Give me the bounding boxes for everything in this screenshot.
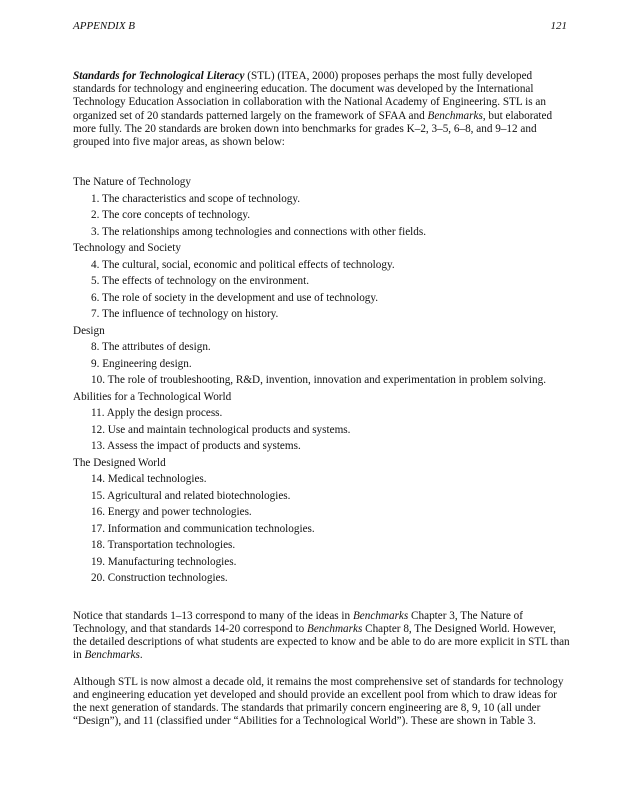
- area-heading-technology-and-society: Technology and Society: [73, 242, 181, 255]
- notice-paragraph: [73, 610, 570, 663]
- standard-item-4: 4. The cultural, social, economic and political effects of technology.: [91, 258, 395, 271]
- stl-title: Standards for Technological Literacy: [73, 70, 245, 82]
- standard-item-6: 6. The role of society in the development and use of technology.: [91, 291, 379, 304]
- area-heading-abilities: Abilities for a Technological World: [73, 390, 232, 403]
- page-number: 121: [550, 20, 567, 32]
- standard-item-9: 9. Engineering design.: [91, 357, 192, 370]
- appendix-label: APPENDIX B: [73, 20, 136, 32]
- standard-item-10: 10. The role of troubleshooting, R&D, invention, innovation and experimentation in problem solving.: [91, 374, 546, 387]
- intro-text-2: , but elaborated more fully. The 20 standards are broken down into benchmarks for grades K–2, 3–5, 6–8, and 9–12 and grouped into five major areas, as shown below:: [73, 109, 553, 149]
- closing-paragraph: Although STL is now almost a decade old, it remains the most comprehensive set of standards for technology and engineering education yet developed and should provide an excellent pool from which to draw ideas for the next generation of standards. The standards that primarily concern engineering are 8, 9, 10 (all under “Design”), and 11 (classified under “Abilities for a Technological World”). These are shown in Table 3.: [73, 675, 564, 728]
- standard-item-18: 18. Transportation technologies.: [91, 539, 236, 552]
- notice-text-3: Chapter 8, The Designed World. However, the detailed descriptions of what students are expected to know and be able to do are more explicit in STL than in: [73, 622, 570, 662]
- benchmarks-reference: Benchmarks: [352, 609, 409, 622]
- benchmarks-reference: Benchmarks: [84, 649, 140, 662]
- standard-item-17: 17. Information and communication technologies.: [91, 522, 315, 535]
- standard-item-8: 8. The attributes of design.: [91, 341, 211, 354]
- notice-text-2: Chapter 3, The Nature of Technology, and that standards 14-20 correspond to: [73, 609, 523, 635]
- notice-text-1: Notice that standards 1–13 correspond to many of the ideas in: [73, 609, 353, 622]
- running-header: [73, 20, 567, 36]
- notice-text-4: .: [139, 649, 143, 662]
- standards-list: [73, 174, 570, 587]
- list-spacer: [73, 587, 570, 597]
- page-body: [73, 70, 570, 728]
- benchmarks-reference: Benchmarks: [427, 109, 483, 122]
- standard-item-3: 3. The relationships among technologies and connections with other fields.: [91, 225, 427, 238]
- standard-item-7: 7. The influence of technology on history.: [91, 308, 279, 321]
- standard-item-14: 14. Medical technologies.: [91, 473, 207, 486]
- standard-item-19: 19. Manufacturing technologies.: [91, 555, 237, 568]
- standard-item-20: 20. Construction technologies.: [91, 572, 228, 585]
- intro-paragraph: [73, 70, 570, 149]
- area-heading-nature-of-technology: The Nature of Technology: [73, 176, 191, 189]
- standard-item-12: 12. Use and maintain technological products and systems.: [91, 423, 351, 436]
- area-heading-design: Design: [73, 324, 105, 337]
- standard-item-1: 1. The characteristics and scope of technology.: [91, 192, 301, 205]
- standard-item-5: 5. The effects of technology on the environment.: [91, 275, 309, 288]
- standard-item-2: 2. The core concepts of technology.: [91, 209, 251, 222]
- area-heading-designed-world: The Designed World: [73, 456, 166, 469]
- standard-item-13: 13. Assess the impact of products and systems.: [91, 440, 301, 453]
- standard-item-16: 16. Energy and power technologies.: [91, 506, 252, 519]
- standard-item-15: 15. Agricultural and related biotechnologies.: [91, 489, 291, 502]
- standard-item-11: 11. Apply the design process.: [91, 407, 223, 420]
- benchmarks-reference: Benchmarks: [307, 622, 363, 635]
- intro-text-1: (STL) (ITEA, 2000) proposes perhaps the most fully developed standards for technology and engineering education. The document was developed by the International Technology Education Association in collaboration with the National Academy of Engineering. STL is an organized set of 20 standards patterned largely on the framework of SFAA and: [73, 70, 546, 122]
